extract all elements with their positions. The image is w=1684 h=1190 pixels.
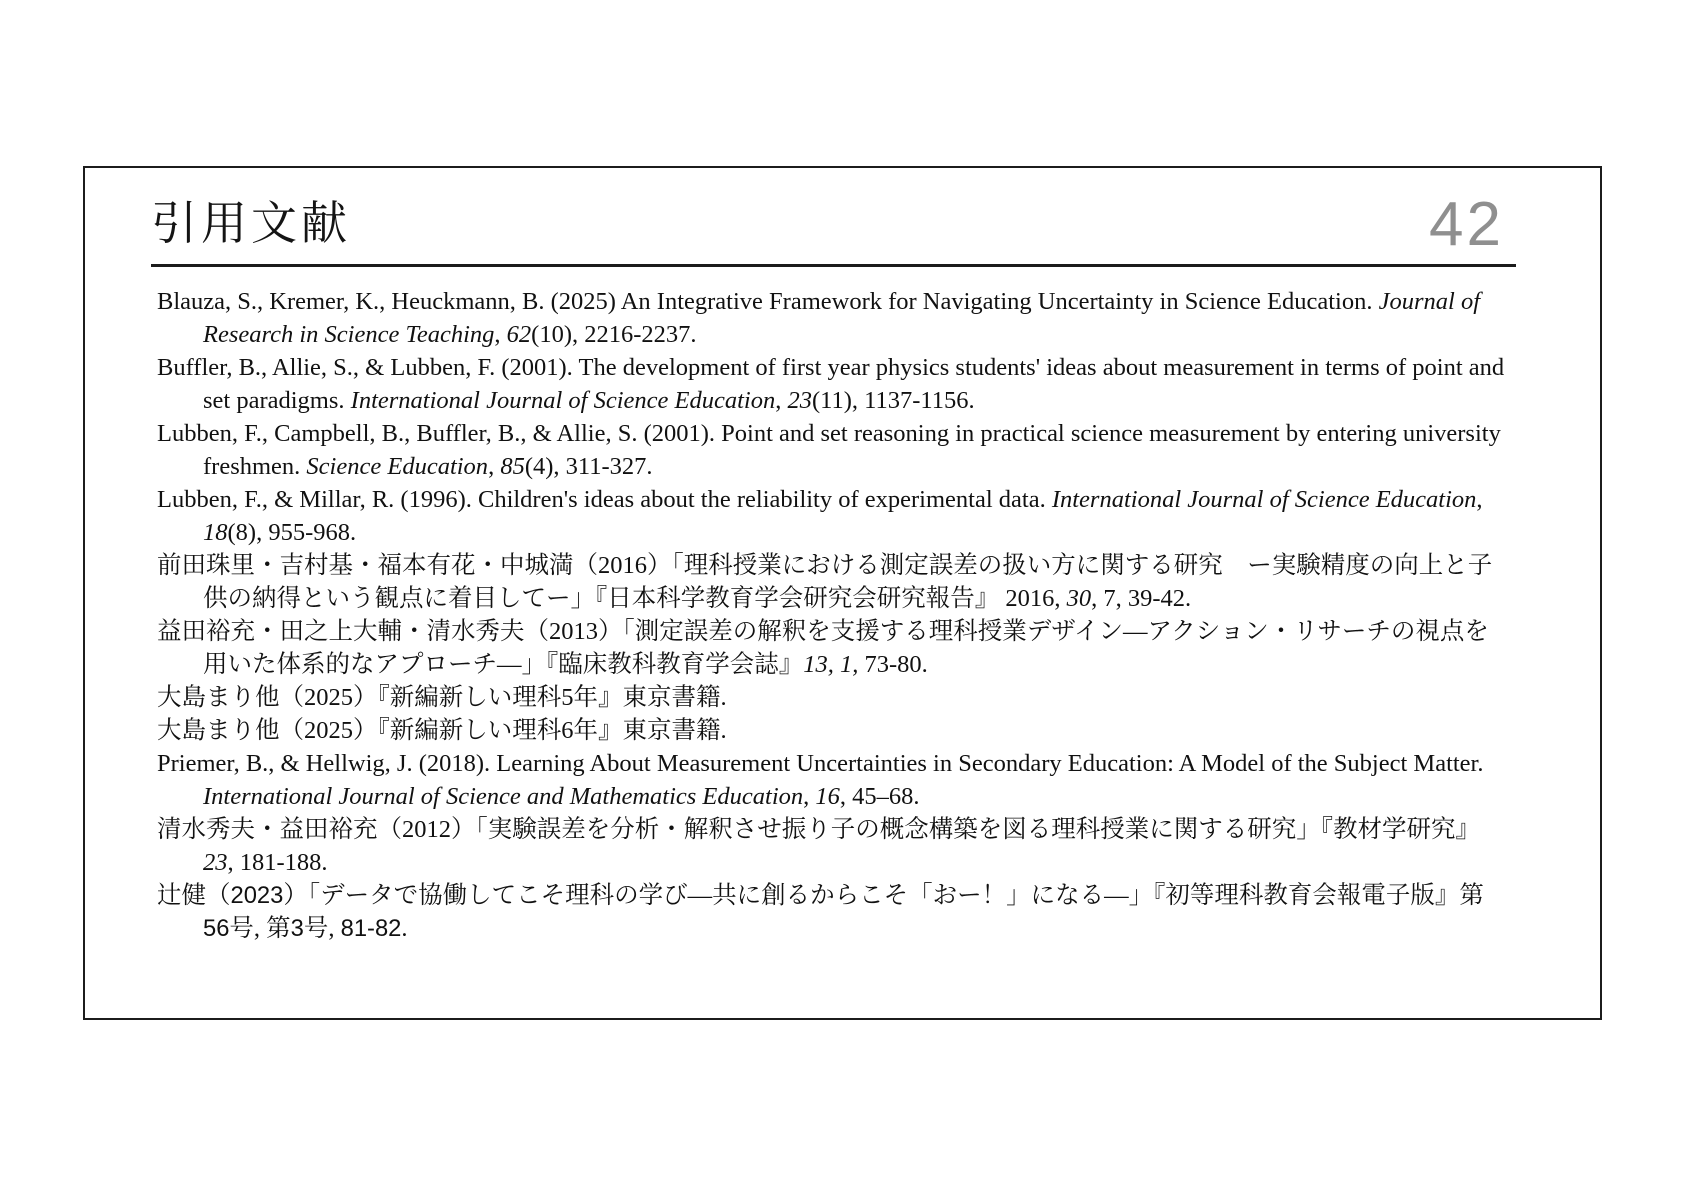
reference-text-segment: (11), 1137-1156. [811, 387, 975, 414]
reference-item [157, 351, 1509, 417]
reference-text-segment: 23 [787, 387, 812, 414]
reference-text-segment: 3 [290, 915, 304, 942]
reference-item [157, 879, 1509, 945]
reference-text-segment: 30 [1066, 585, 1092, 612]
reference-text-segment: 辻健（ [157, 882, 231, 909]
reference-text-segment: (4), 311-327. [524, 453, 653, 480]
reference-text-segment: Blauza, S., Kremer, K., Heuckmann, B. (2025) An Integrative Framework for Navigating Uncertainty in Science Education. [157, 288, 1379, 315]
reference-text-segment: 16 [815, 783, 840, 810]
reference-item [157, 615, 1509, 681]
references-list [157, 285, 1509, 945]
reference-text-segment: , [488, 453, 501, 480]
reference-text-segment: , 7, 39-42. [1091, 585, 1192, 612]
reference-text-segment: 23 [203, 849, 228, 876]
reference-text-segment: Priemer, B., & Hellwig, J. (2018). Learning About Measurement Uncertainties in Secondary Education: A Model of the Subject Matter. [157, 750, 1484, 777]
reference-text-segment: Lubben, F., Campbell, B., Buffler, B., & Allie, S. (2001). Point and set reasoning in practical science measurement by entering university freshmen. [157, 420, 1501, 480]
reference-text-segment: 73-80. [858, 651, 928, 678]
reference-text-segment: , 181-188. [227, 849, 328, 876]
reference-text-segment: International Journal of Science and Mathematics Education [203, 783, 804, 810]
reference-text-segment: Buffler, B., Allie, S., & Lubben, F. (2001). The development of first year physics students' ideas about measurement in terms of point and set paradigms. [157, 354, 1505, 414]
reference-text-segment: International Journal of Science Education [1051, 486, 1477, 513]
slide [83, 166, 1602, 1020]
reference-text-segment: 清水秀夫・益田裕充（2012）「実験誤差を分析・解釈させ振り子の概念構築を図る理科授業に関する研究」『教材学研究』 [157, 816, 1480, 843]
reference-text-segment: 13, 1, [803, 651, 859, 678]
reference-text-segment: (10), 2216-2237. [531, 321, 697, 348]
reference-text-segment: (8), 955-968. [227, 519, 357, 546]
reference-text-segment: 81-82 [340, 915, 402, 942]
reference-text-segment: , [775, 387, 788, 414]
reference-text-segment: , 45–68. [839, 783, 920, 810]
reference-item [157, 549, 1509, 615]
reference-text-segment: 18 [203, 519, 228, 546]
reference-item [157, 417, 1509, 483]
reference-text-segment: 益田裕充・田之上大輔・清水秀夫（2013）「測定誤差の解釈を支援する理科授業デザイン—アクション・リサーチの視点を用いた体系的なアプローチ—」『臨床教科教育学会誌』 [157, 618, 1489, 678]
reference-text-segment: Lubben, F., & Millar, R. (1996). Children's ideas about the reliability of experimental data. [157, 486, 1052, 513]
title-underline [151, 264, 1516, 267]
slide-title: 引用文献 [151, 198, 351, 249]
reference-text-segment: 2023 [230, 882, 284, 909]
page-number: 42 [1429, 190, 1504, 259]
reference-item [157, 714, 1509, 747]
reference-item [157, 747, 1509, 813]
reference-item [157, 681, 1509, 714]
slide-header [85, 168, 1600, 260]
reference-text-segment: Journal of Research in Science Teaching [203, 288, 1481, 348]
reference-text-segment: ）「データで協働してこそ理科の学び―共に創るからこそ「おー！」になる―」『初等理科教育会報電子版』第 [283, 882, 1484, 909]
reference-text-segment: Science Education [306, 453, 489, 480]
reference-text-segment: 前田珠里・吉村基・福本有花・中城満（2016）「理科授業における測定誤差の扱い方に関する研究 ー実験精度の向上と子供の納得という観点に着目してー」『日本科学教育学会研究会研究報告』 2016, [157, 552, 1493, 612]
reference-text-segment: , [1476, 486, 1483, 513]
reference-text-segment: 56 [203, 915, 230, 942]
reference-text-segment: . [401, 915, 408, 942]
reference-text-segment: , [494, 321, 507, 348]
reference-item [157, 285, 1509, 351]
reference-text-segment: 85 [500, 453, 525, 480]
reference-text-segment: 62 [506, 321, 532, 348]
reference-item [157, 483, 1509, 549]
reference-text-segment: 大島まり他（2025）『新編新しい理科6年』東京書籍. [157, 717, 727, 744]
reference-text-segment: 大島まり他（2025）『新編新しい理科5年』東京書籍. [157, 684, 727, 711]
reference-text-segment: , [803, 783, 816, 810]
reference-text-segment: 号, 第 [229, 915, 291, 942]
reference-item [157, 813, 1509, 879]
reference-text-segment: 号, [303, 915, 341, 942]
reference-text-segment: International Journal of Science Education [350, 387, 776, 414]
